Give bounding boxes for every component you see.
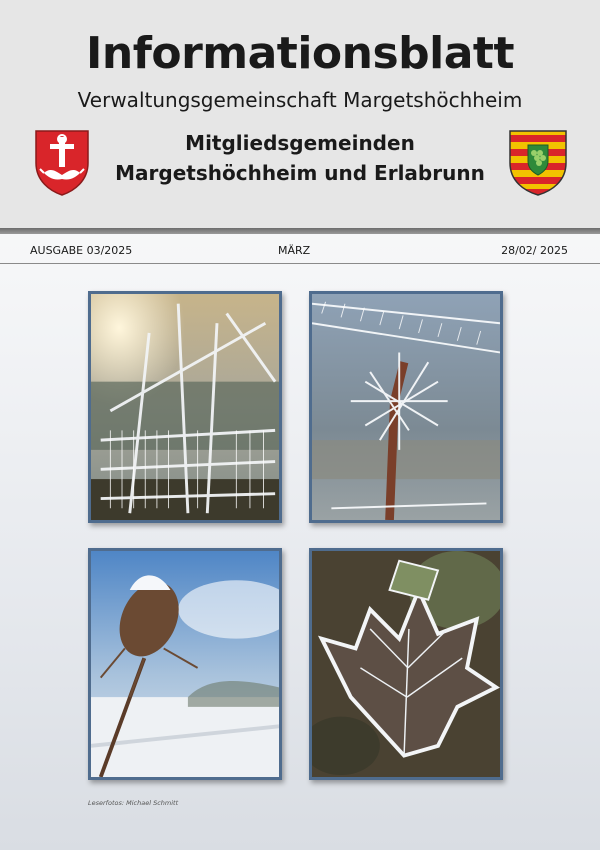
members-heading: Mitgliedsgemeinden (185, 131, 415, 155)
issue-number: AUSGABE 03/2025 (30, 244, 133, 257)
photo-frosted-fence (88, 291, 282, 523)
photo-frosted-teasel (88, 548, 282, 780)
issue-month: MÄRZ (278, 244, 311, 257)
masthead (0, 0, 600, 228)
issue-date: 28/02/ 2025 (501, 244, 568, 257)
photo-frosted-leaf (309, 548, 503, 780)
margetshoechheim-crest-icon (30, 127, 94, 197)
page-title: Informationsblatt (86, 28, 514, 79)
photo-credit: Leserfotos: Michael Schmitt (88, 799, 179, 807)
page-subtitle: Verwaltungsgemeinschaft Margetshöchheim (77, 88, 523, 112)
header-divider (0, 228, 600, 234)
photo-frosted-vine (309, 291, 503, 523)
members-names: Margetshöchheim und Erlabrunn (115, 161, 485, 185)
issue-bar-divider (0, 263, 600, 264)
issue-info-bar (0, 238, 600, 262)
erlabrunn-crest-icon (506, 127, 570, 197)
member-municipalities (100, 128, 500, 188)
